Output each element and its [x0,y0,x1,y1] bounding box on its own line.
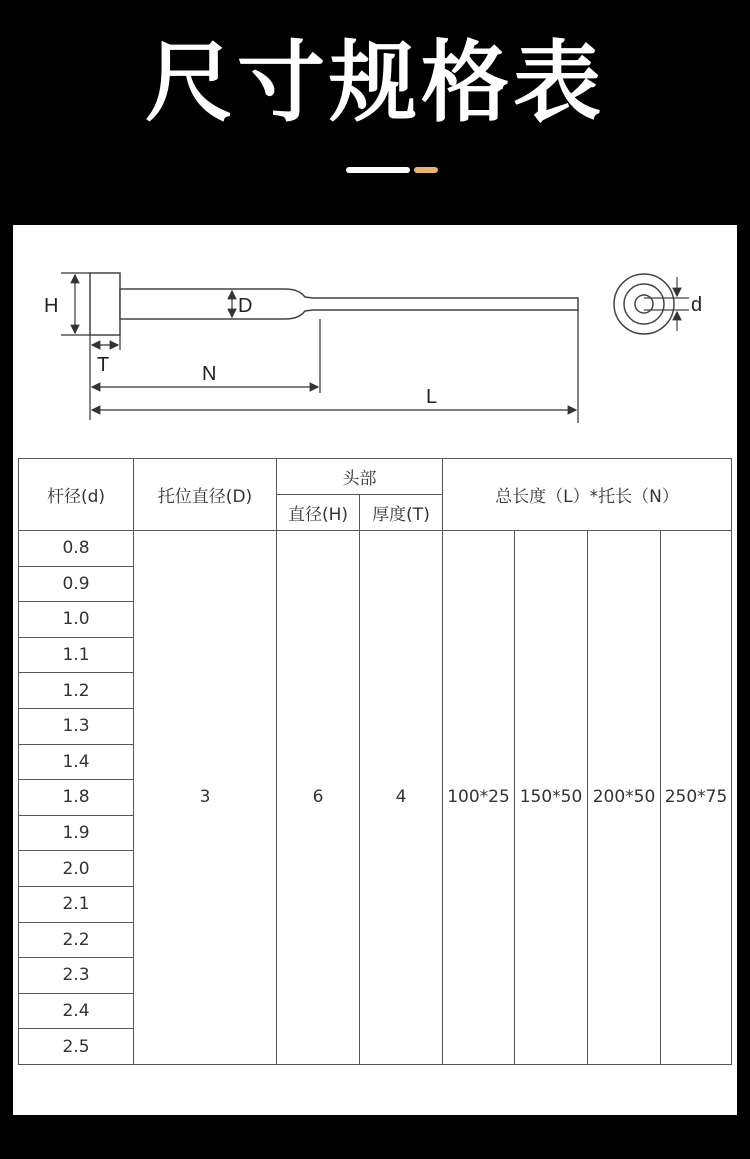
rod-diameter-cell: 1.1 [19,637,134,673]
header-total-length: 总长度（L）*托长（N） [443,459,732,531]
length-option-4: 250*75 [661,531,732,1065]
pin-end-view [614,274,689,334]
pin-outline [90,273,578,335]
rod-diameter-cell: 2.0 [19,851,134,887]
rod-diameter-cell: 1.0 [19,602,134,638]
head-thickness-value: 4 [360,531,443,1065]
page-title: 尺寸规格表 [144,31,605,134]
length-option-3: 200*50 [588,531,661,1065]
dimension-L [92,310,578,423]
rod-diameter-cell: 1.8 [19,780,134,816]
rod-diameter-cell: 0.8 [19,531,134,567]
rod-diameter-cell: 1.3 [19,708,134,744]
spec-table [18,458,732,1065]
header-seat-diameter: 托位直径(D) [134,459,277,531]
rod-diameter-cell: 2.4 [19,993,134,1029]
label-T: T [97,354,110,376]
ejector-pin-diagram [13,225,737,450]
rod-diameter-cell: 2.2 [19,922,134,958]
spec-panel [13,225,737,1115]
rod-diameter-cell: 2.1 [19,886,134,922]
label-d: d [691,294,703,316]
head-diameter-value: 6 [277,531,360,1065]
label-N: N [202,363,217,385]
length-option-1: 100*25 [443,531,515,1065]
seat-diameter-value: 3 [134,531,277,1065]
rod-diameter-cell: 2.3 [19,958,134,994]
dimension-T [90,335,120,420]
header-head: 头部 [277,459,443,495]
title-underline-white [346,167,410,173]
header-head-diameter: 直径(H) [277,495,360,531]
rod-diameter-cell: 1.4 [19,744,134,780]
header-head-thickness: 厚度(T) [360,495,443,531]
label-L: L [426,386,438,408]
dimension-H [61,273,90,335]
label-D: D [238,295,253,317]
rod-diameter-cell: 0.9 [19,566,134,602]
label-H: H [44,295,59,317]
rod-diameter-cell: 1.9 [19,815,134,851]
title-underline-gold [414,167,438,173]
rod-diameter-cell: 2.5 [19,1029,134,1065]
header-rod-diameter: 杆径(d) [19,459,134,531]
rod-diameter-cell: 1.2 [19,673,134,709]
length-option-2: 150*50 [515,531,588,1065]
